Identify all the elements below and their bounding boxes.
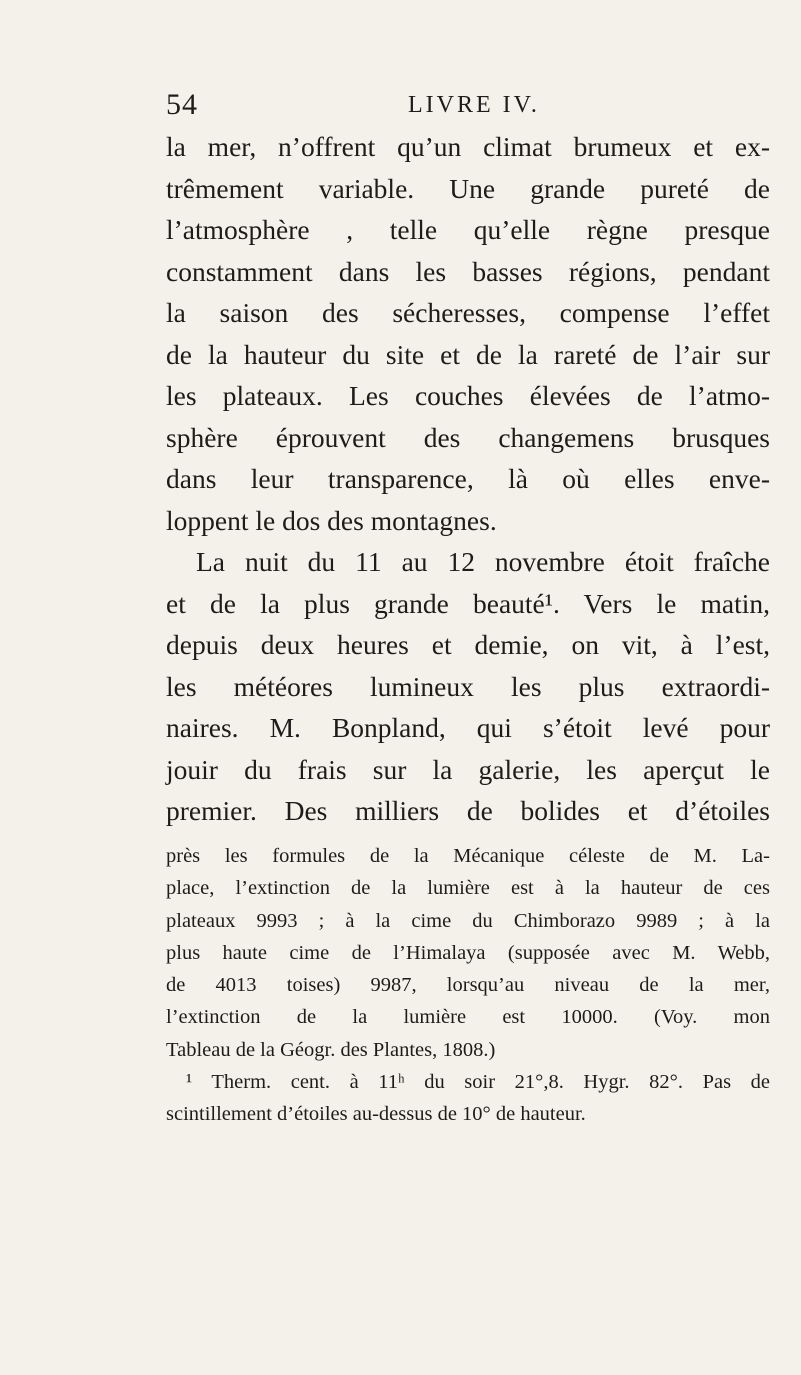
text-line: depuis deux heures et demie, on vit, à l’est, [166, 629, 770, 660]
text-line: de la hauteur du site et de la rareté de l’air sur [166, 338, 770, 370]
text-line: jouir du frais sur la galerie, les aperçut le [166, 753, 770, 785]
footnote-line: place, l’extinction de la lumière est à la hauteur de ces [166, 877, 770, 900]
text-line: la saison des sécheresses, compense l’effet [166, 297, 770, 328]
footnote-line: l’extinction de la lumière est 10000. (Voy. mon [166, 1006, 770, 1029]
text-line: les plateaux. Les couches élevées de l’atmo- [166, 380, 770, 411]
footnote-line: plus haute cime de l’Himalaya (supposée avec M. Webb, [166, 941, 770, 964]
footnote-line: ¹ Therm. cent. à 11ʰ du soir 21°,8. Hygr. 82°. Pas de [186, 1071, 770, 1094]
footnote-line: de 4013 toises) 9987, lorsqu’au niveau de la mer, [166, 974, 770, 997]
footnotes [166, 840, 770, 1131]
page-number: 54 [166, 88, 198, 121]
page-header [166, 88, 786, 128]
footnote-line: plateaux 9993 ; à la cime du Chimborazo 9989 ; à la [166, 909, 770, 932]
footnote-line: scintillement d’étoiles au-dessus de 10° de hauteur. [166, 1103, 586, 1126]
text-line: dans leur transparence, là où elles enve- [166, 463, 770, 494]
text-line: premier. Des milliers de bolides et d’étoiles [166, 795, 770, 826]
footnote-line: près les formules de la Mécanique céleste de M. La- [166, 845, 770, 867]
text-line: sphère éprouvent des changemens brusques [166, 421, 770, 453]
text-line: trêmement variable. Une grande pureté de [166, 172, 770, 204]
main-text [166, 126, 770, 832]
text-line: La nuit du 11 au 12 novembre étoit fraîche [196, 546, 770, 577]
running-title: LIVRE IV. [408, 92, 540, 118]
text-line: les météores lumineux les plus extraordi- [166, 670, 770, 702]
text-line: constamment dans les basses régions, pendant [166, 255, 770, 287]
text-line: et de la plus grande beauté¹. Vers le matin, [166, 587, 770, 619]
text-line: l’atmosphère , telle qu’elle règne presque [166, 214, 770, 245]
text-line: la mer, n’offrent qu’un climat brumeux et ex- [166, 131, 770, 162]
text-line: loppent le dos des montagnes. [166, 504, 497, 536]
footnote-line: Tableau de la Géogr. des Plantes, 1808.) [166, 1038, 496, 1061]
text-line: naires. M. Bonpland, qui s’étoit levé pour [166, 712, 770, 743]
